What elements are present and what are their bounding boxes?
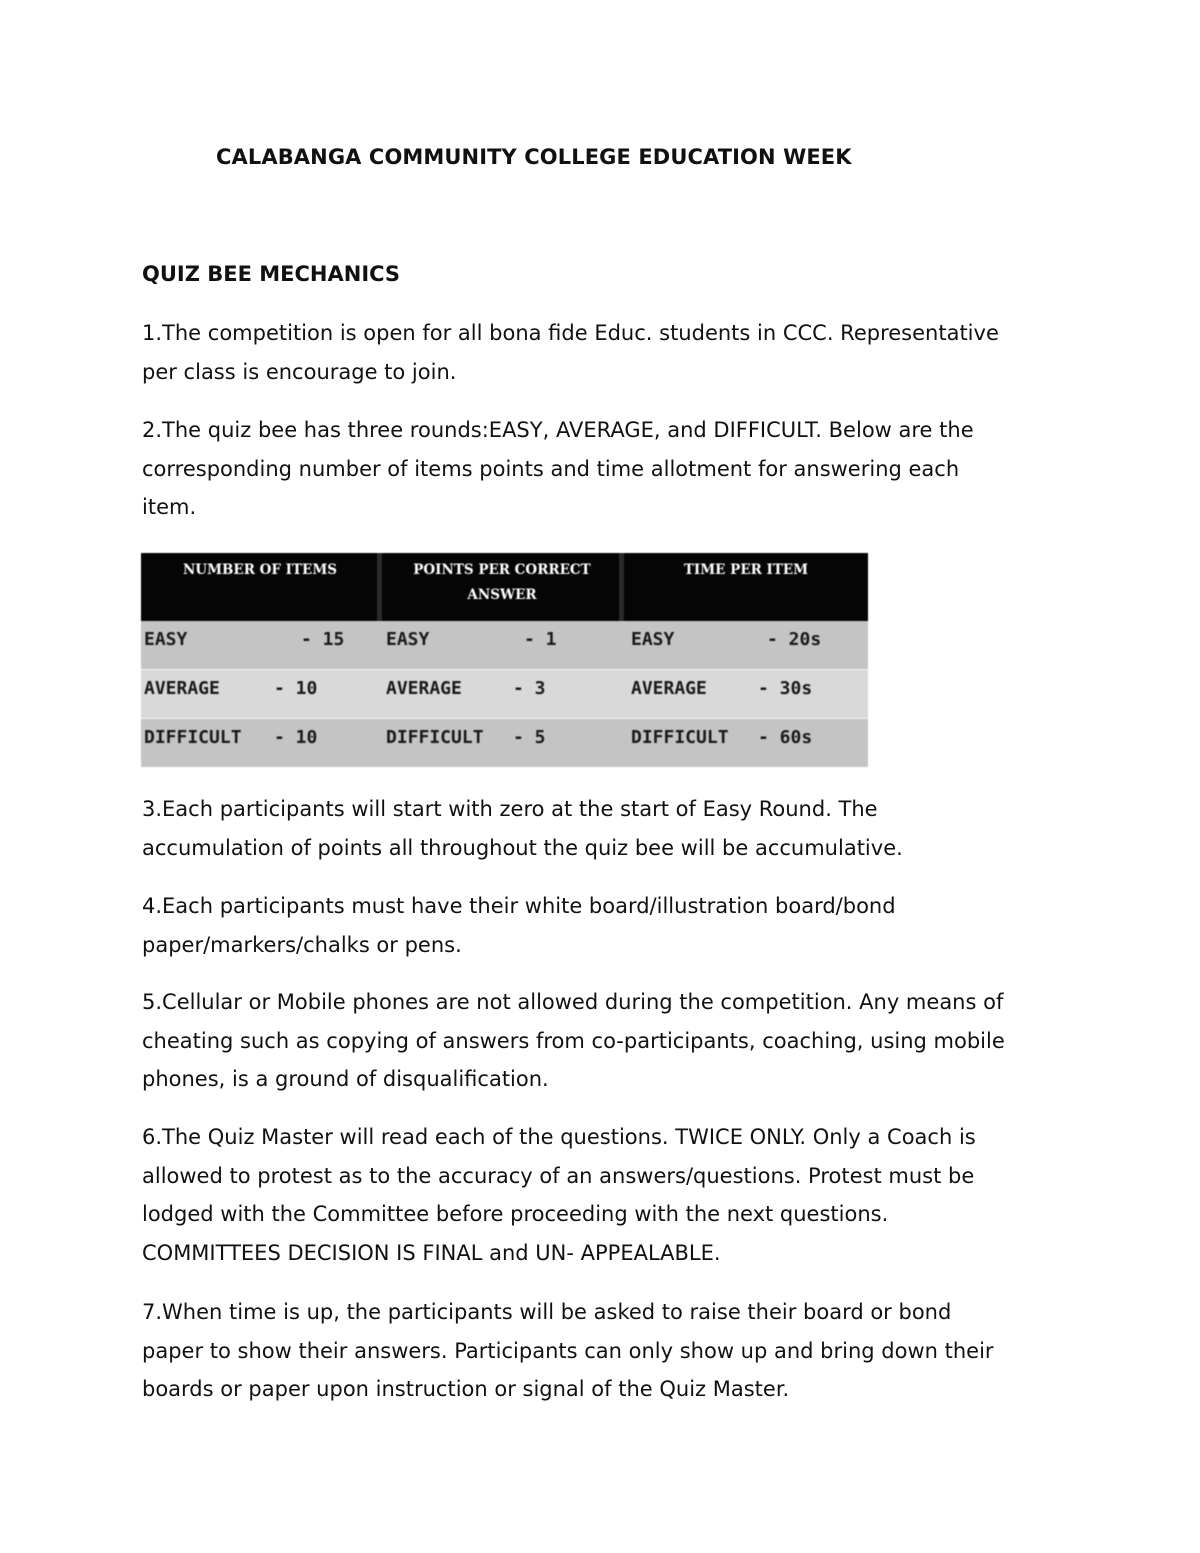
cell-label: AVERAGE	[144, 678, 220, 699]
rule-paragraph-6	[142, 1118, 1072, 1272]
paragraph-line: cheating such as copying of answers from co-participants, coaching, using mobile	[142, 1028, 1005, 1053]
paragraph-line: 4.Each participants must have their white board/illustration board/bond	[142, 894, 896, 918]
paragraph-line: 1.The competition is open for all bona fide Educ. students in CCC. Representative	[142, 321, 999, 345]
paragraph-line: 7.When time is up, the participants will be asked to raise their board or bond	[142, 1300, 952, 1324]
cell-label: DIFFICULT	[631, 727, 729, 748]
paragraph-line: 5.Cellular or Mobile phones are not allowed during the competition. Any means of	[142, 990, 1004, 1014]
paragraph-line: boards or paper upon instruction or signal of the Quiz Master.	[142, 1377, 790, 1401]
cell-label: AVERAGE	[386, 678, 462, 699]
section-heading: QUIZ BEE MECHANICS	[142, 262, 401, 286]
header-text: POINTS PER CORRECT	[413, 562, 591, 578]
rounds-table	[141, 553, 868, 767]
paragraph-line: COMMITTEES DECISION IS FINAL and UN- APPEALABLE.	[142, 1240, 721, 1265]
paragraph-line: 6.The Quiz Master will read each of the questions. TWICE ONLY. Only a Coach is	[142, 1125, 976, 1149]
cell-value: - 60s	[758, 727, 813, 748]
paragraph-line: accumulation of points all throughout the quiz bee will be accumulative.	[142, 835, 903, 860]
header-text: ANSWER	[467, 587, 537, 603]
rule-paragraph-2	[142, 411, 1072, 527]
cell-label: DIFFICULT	[386, 727, 484, 748]
document-title: CALABANGA COMMUNITY COLLEGE EDUCATION WEEK	[216, 145, 852, 169]
paragraph-line: per class is encourage to join.	[142, 359, 457, 384]
cell-value: - 1	[524, 629, 557, 650]
rule-paragraph-4	[142, 887, 1072, 964]
rule-paragraph-5	[142, 983, 1072, 1099]
table-row	[141, 670, 868, 718]
cell-label: AVERAGE	[631, 678, 707, 699]
paragraph-line: paper to show their answers. Participants can only show up and bring down their	[142, 1338, 994, 1363]
header-text: TIME PER ITEM	[683, 562, 809, 578]
paragraph-line: lodged with the Committee before proceeding with the next questions.	[142, 1202, 889, 1226]
cell-label: EASY	[386, 629, 430, 650]
paragraph-line: item.	[142, 495, 197, 519]
table-row	[141, 621, 868, 669]
paragraph-line: corresponding number of items points and time allotment for answering each	[142, 456, 960, 481]
header-time-per-item	[624, 553, 868, 621]
paragraph-line: paper/markers/chalks or pens.	[142, 932, 462, 957]
paragraph-line: allowed to protest as to the accuracy of an answers/questions. Protest must be	[142, 1163, 975, 1188]
rule-paragraph-1	[142, 314, 1072, 391]
header-points-per-correct-answer	[382, 553, 622, 621]
cell-label: EASY	[144, 629, 188, 650]
rule-paragraph-7	[142, 1293, 1072, 1409]
cell-label: DIFFICULT	[144, 727, 242, 748]
cell-value: - 20s	[767, 629, 822, 650]
cell-value: - 10	[274, 727, 318, 748]
rule-paragraph-3	[142, 790, 1072, 867]
table-row	[141, 719, 868, 767]
paragraph-line: phones, is a ground of disqualification.	[142, 1067, 549, 1091]
cell-value: - 15	[301, 629, 345, 650]
cell-label: EASY	[631, 629, 675, 650]
paragraph-line: 3.Each participants will start with zero at the start of Easy Round. The	[142, 797, 878, 821]
cell-value: - 5	[513, 727, 546, 748]
cell-value: - 10	[274, 678, 318, 699]
paragraph-line: 2.The quiz bee has three rounds:EASY, AVERAGE, and DIFFICULT. Below are the	[142, 418, 974, 442]
cell-value: - 30s	[758, 678, 813, 699]
cell-value: - 3	[513, 678, 546, 699]
header-number-of-items	[141, 553, 379, 621]
table-header	[141, 553, 868, 621]
header-text: NUMBER OF ITEMS	[182, 562, 338, 578]
